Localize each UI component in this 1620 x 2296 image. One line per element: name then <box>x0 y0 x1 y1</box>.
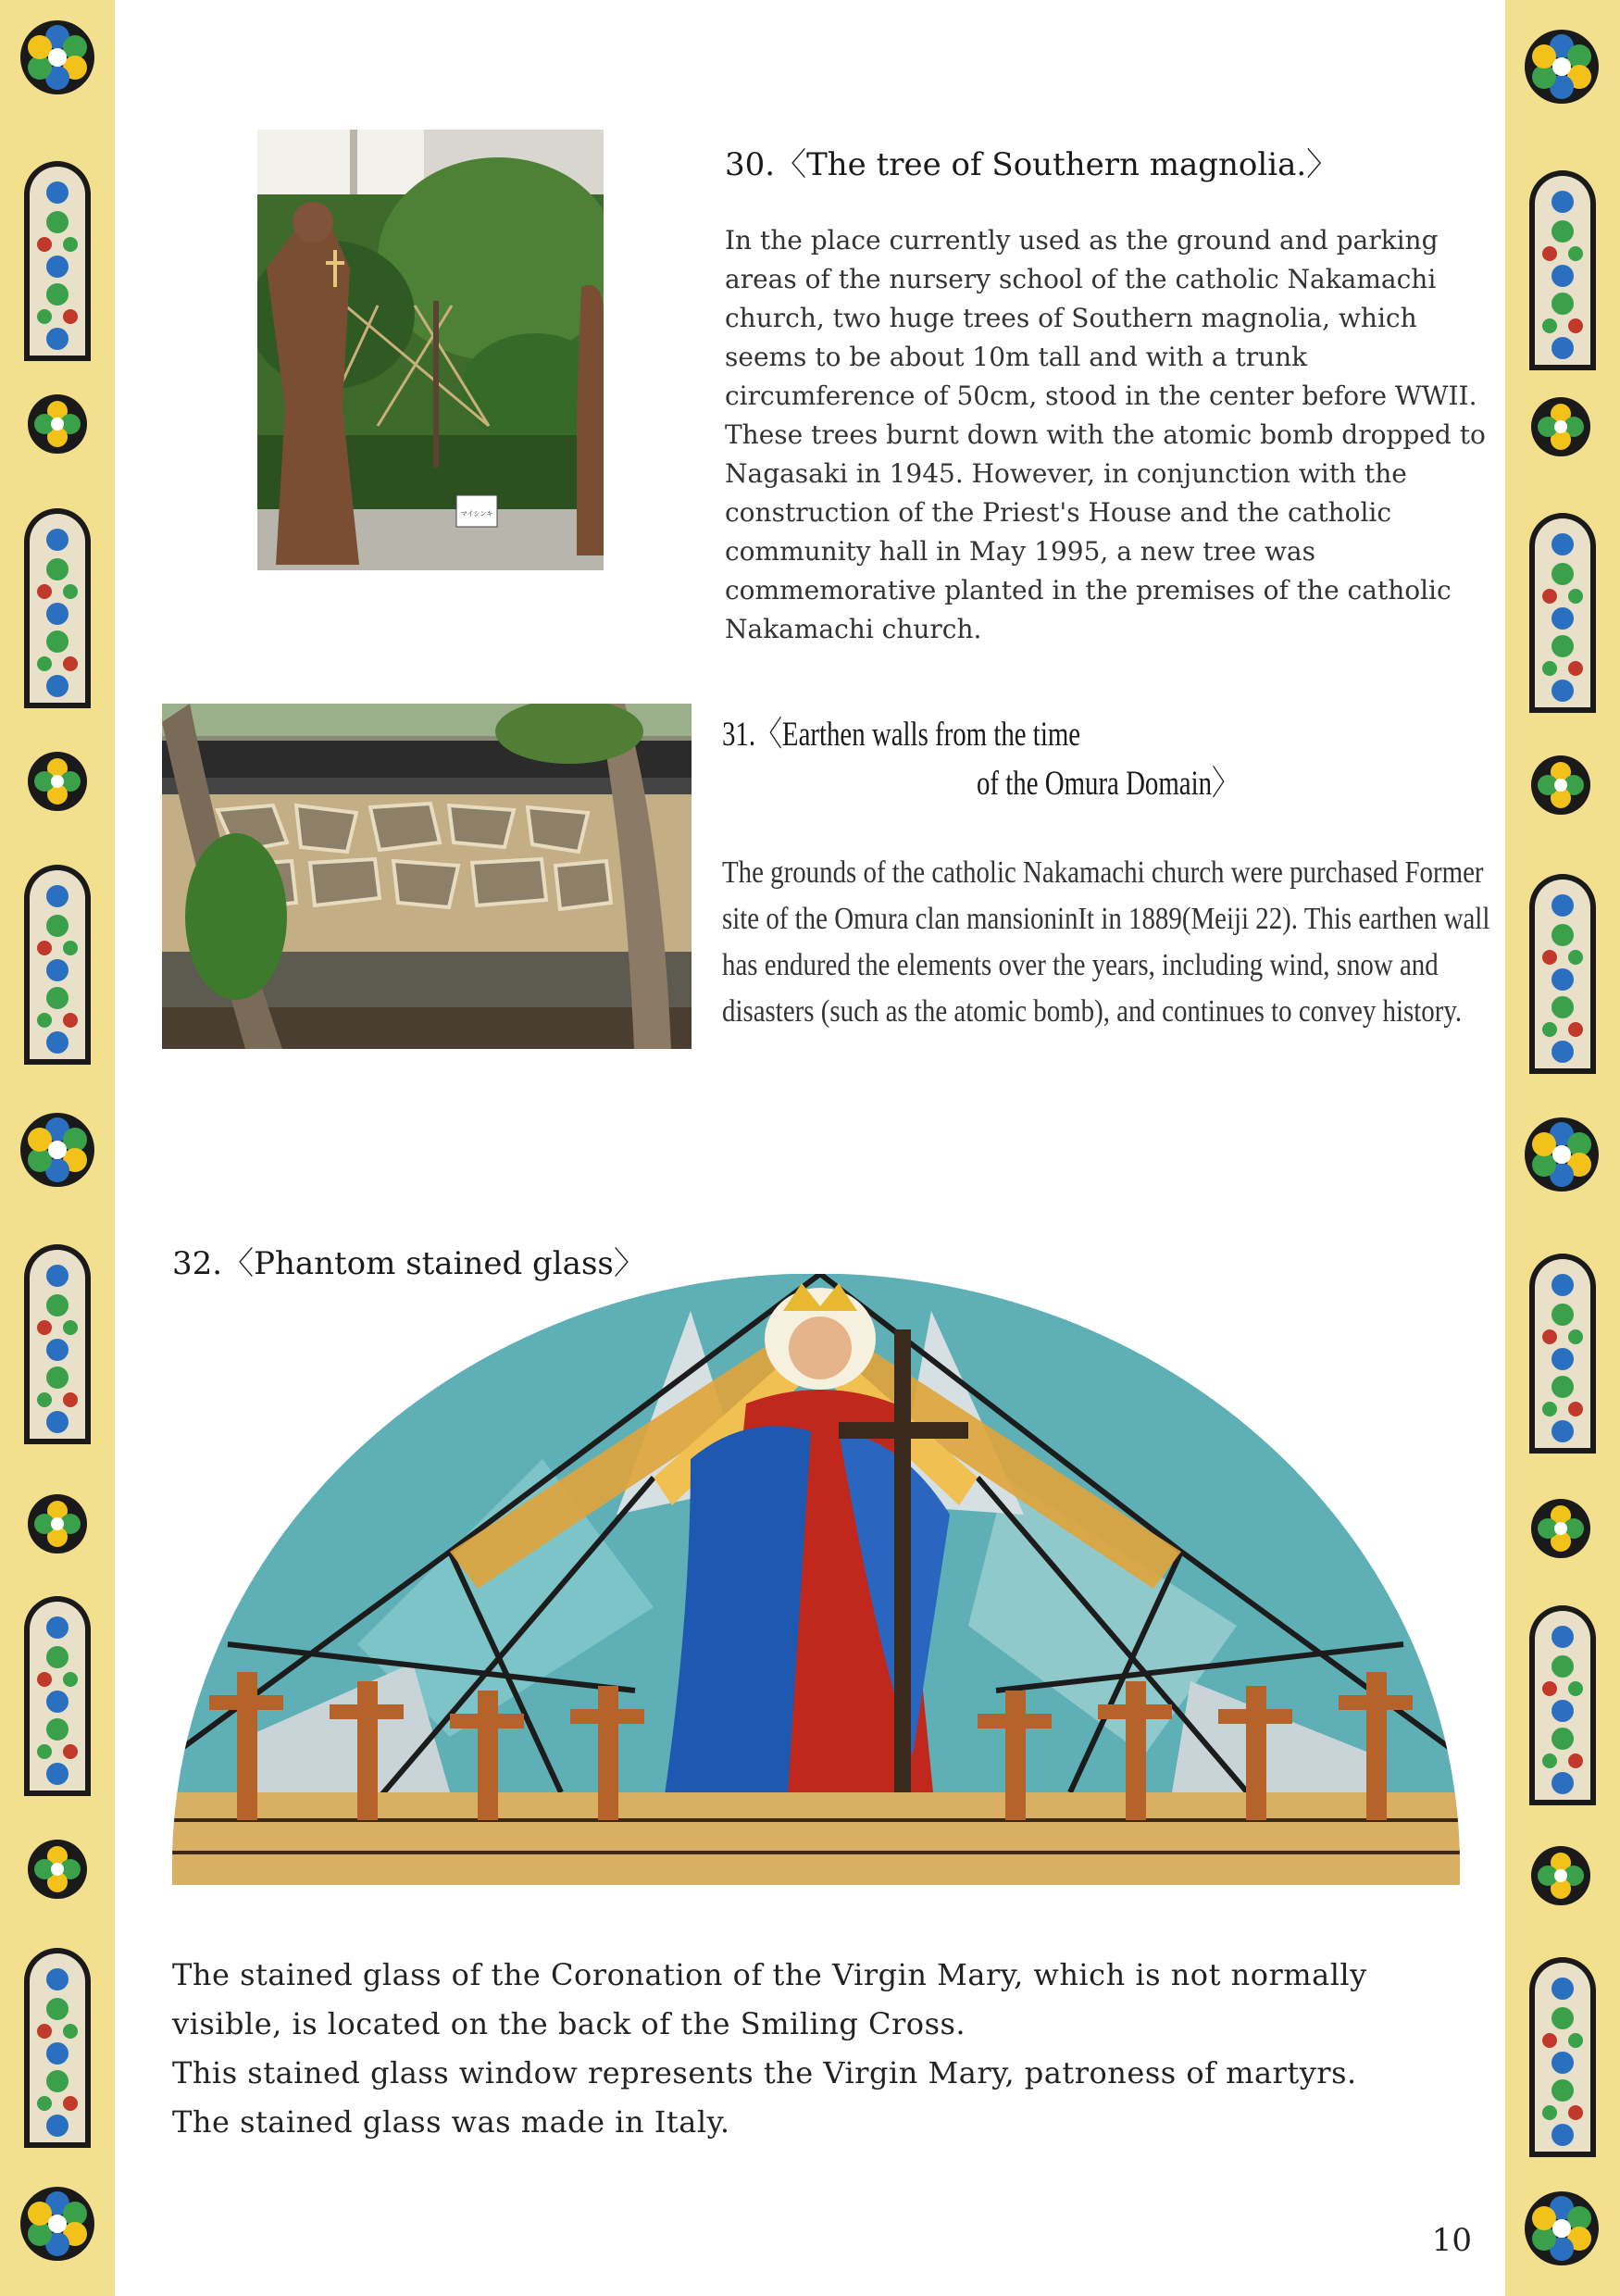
section-31-title-line2: of the Omura Domain〉 <box>977 765 1239 803</box>
flower-ornament-icon <box>1527 752 1594 818</box>
flower-ornament-icon <box>1527 1842 1594 1909</box>
stained-window-ornament-icon <box>1526 1944 1600 2166</box>
statue-magnolia-photo <box>257 130 604 570</box>
section-30-paragraph: These trees burnt down with the atomic bomb dropped to Nagasaki in 1945. However, in conjunction with the construction of the Priest's House and the catholic community hall in May 1995, a new tree was commemorative planted in the premises of the catholic Nakamachi church. <box>725 419 1486 644</box>
stained-glass-photo <box>172 1274 1460 1885</box>
stained-window-ornament-icon <box>1526 500 1600 722</box>
flower-ornament-icon <box>1527 1495 1594 1562</box>
earthen-wall-photo <box>162 704 692 1049</box>
section-32-body <box>172 1951 1487 2147</box>
flower-ornament-icon <box>24 1836 91 1903</box>
rosette-ornament-icon <box>19 19 96 96</box>
section-30-title: 30.〈The tree of Southern magnolia.〉 <box>725 146 1339 183</box>
flower-ornament-icon <box>24 391 91 457</box>
section-31-title-line1: 31.〈Earthen walls from the time <box>722 716 1081 754</box>
flower-ornament-icon <box>24 748 91 815</box>
section-30-paragraph: In the place currently used as the ground and parking areas of the nursery school of the catholic Nakamachi church, two huge trees of Southern magnolia, which seems to be about 10m tall and with a trunk circumference of 50cm, stood in the center before WWII. <box>725 225 1477 411</box>
section-32-title: 32.〈Phantom stained glass〉 <box>172 1245 645 1282</box>
stained-window-ornament-icon <box>1526 157 1600 380</box>
stained-window-ornament-icon <box>1526 861 1600 1083</box>
flower-ornament-icon <box>1527 393 1594 460</box>
plant-sign-label: マイシンキ <box>460 510 493 518</box>
section-32-paragraph: The stained glass of the Coronation of the Virgin Mary, which is not normally visible, is located on the back of the Smiling Cross. <box>172 1957 1367 2041</box>
section-30-body <box>725 221 1486 649</box>
stained-window-ornament-icon <box>20 852 94 1074</box>
stained-window-ornament-icon <box>20 1935 94 2157</box>
section-31-paragraph: The grounds of the catholic Nakamachi church were purchased Former site of the Omura clan mansioninIt in 1889(Meiji 22). This earthen wall has endured the elements over the years, including wind, snow and disasters (such as the atomic bomb), and continues to convey history. <box>722 855 1490 1029</box>
rosette-ornament-icon <box>1523 1116 1601 1193</box>
rosette-ornament-icon <box>1523 28 1601 106</box>
rosette-ornament-icon <box>1523 2190 1601 2267</box>
stained-window-ornament-icon <box>20 495 94 718</box>
page-number: 10 <box>1431 2222 1472 2259</box>
rosette-ornament-icon <box>19 2185 96 2263</box>
stained-window-ornament-icon <box>1526 1241 1600 1463</box>
section-32-paragraph: The stained glass was made in Italy. <box>172 2104 730 2140</box>
section-31-body <box>722 850 1509 1035</box>
section-32-paragraph: This stained glass window represents the Virgin Mary, patroness of martyrs. <box>172 2055 1357 2090</box>
stained-window-ornament-icon <box>20 1231 94 1454</box>
stained-window-ornament-icon <box>1526 1592 1600 1815</box>
rosette-ornament-icon <box>19 1111 96 1189</box>
stained-window-ornament-icon <box>20 148 94 370</box>
stained-window-ornament-icon <box>20 1583 94 1805</box>
flower-ornament-icon <box>24 1491 91 1557</box>
